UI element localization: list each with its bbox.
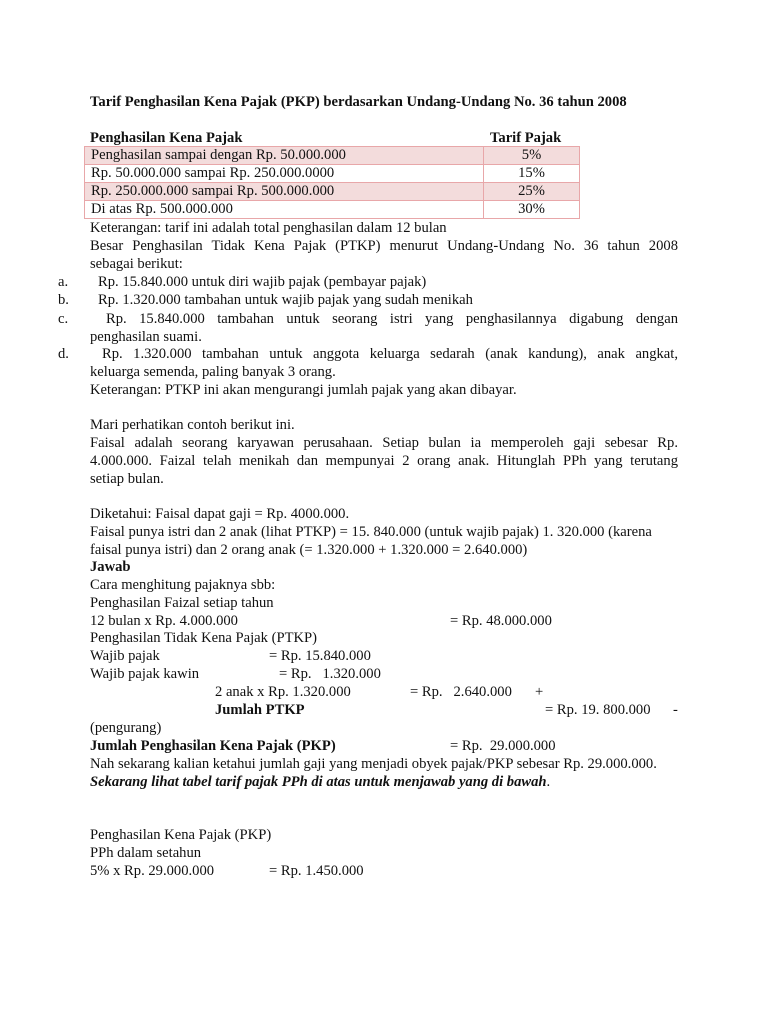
table-cell: 5%	[484, 147, 580, 165]
table-cell: Rp. 250.000.000 sampai Rp. 500.000.000	[85, 183, 484, 201]
calc-12-label: 12 bulan x Rp. 4.000.000	[90, 613, 238, 629]
faisal-line: faisal punya istri) dan 2 orang anak (= 1.320.000 + 1.320.000 = 2.640.000)	[90, 542, 528, 558]
wajib-value: = Rp. 15.840.000	[269, 648, 371, 664]
sekarang-text: Sekarang lihat tabel tarif pajak PPh di atas untuk menjawab yang di bawah	[90, 774, 547, 790]
list-item-continued: keluarga semenda, paling banyak 3 orang.	[90, 364, 336, 380]
table-cell: 15%	[484, 165, 580, 183]
penghasilan-tahun: Penghasilan Faizal setiap tahun	[90, 595, 274, 611]
anak-value: = Rp. 2.640.000	[410, 684, 512, 700]
table-row	[85, 201, 580, 219]
final-label: 5% x Rp. 29.000.000	[90, 863, 215, 879]
list-marker: a.	[58, 274, 69, 290]
list-item: Rp. 15.840.000 tambahan untuk seorang istri yang penghasilannya digabung dengan	[106, 311, 678, 327]
list-item-continued: penghasilan suami.	[90, 329, 202, 345]
tarif-table	[84, 146, 580, 219]
ptkp-intro-line-1: Besar Penghasilan Tidak Kena Pajak (PTKP) menurut Undang-Undang No. 36 tahun 2008	[90, 238, 678, 254]
table-cell: Rp. 50.000.000 sampai Rp. 250.000.0000	[85, 165, 484, 183]
anak-plus: +	[535, 684, 544, 700]
list-item: Rp. 1.320.000 tambahan untuk anggota keluarga sedarah (anak kandung), anak angkat,	[102, 346, 678, 362]
list-marker: d.	[58, 346, 69, 362]
nah-text: Nah sekarang kalian ketahui jumlah gaji yang menjadi obyek pajak/PKP sebesar Rp. 29.000.000.	[90, 756, 657, 772]
sekarang-period: .	[546, 774, 551, 790]
ptkp-intro-line-2: sebagai berikut:	[90, 256, 183, 272]
faisal-line: Faisal punya istri dan 2 anak (lihat PTKP) = 15. 840.000 (untuk wajib pajak) 1. 320.000 (karena	[90, 524, 652, 540]
ptkp-label: Penghasilan Tidak Kena Pajak (PTKP)	[90, 630, 318, 646]
kawin-label: Wajib pajak kawin	[90, 666, 200, 682]
calc-12-value: = Rp. 48.000.000	[450, 613, 552, 629]
list-marker: c.	[58, 311, 69, 327]
note-tarif: Keterangan: tarif ini adalah total penghasilan dalam 12 bulan	[90, 220, 447, 236]
table-row	[85, 183, 580, 201]
example-line: Faisal adalah seorang karyawan perusahaan. Setiap bulan ia memperoleh gaji sebesar Rp.	[90, 435, 678, 451]
page-title: Tarif Penghasilan Kena Pajak (PKP) berdasarkan Undang-Undang No. 36 tahun 2008	[90, 94, 627, 110]
table-row	[85, 147, 580, 165]
jumlah-pkp-label: Jumlah Penghasilan Kena Pajak (PKP)	[90, 738, 336, 754]
example-intro: Mari perhatikan contoh berikut ini.	[90, 417, 295, 433]
list-item: Rp. 15.840.000 untuk diri wajib pajak (pembayar pajak)	[98, 274, 427, 290]
pph-label: PPh dalam setahun	[90, 845, 202, 861]
table-header-pkp: Penghasilan Kena Pajak	[90, 130, 243, 146]
note-ptkp: Keterangan: PTKP ini akan mengurangi jumlah pajak yang akan dibayar.	[90, 382, 517, 398]
jumlah-ptkp-value: = Rp. 19. 800.000	[545, 702, 651, 718]
cara-text: Cara menghitung pajaknya sbb:	[90, 577, 276, 593]
sekarang-line	[90, 773, 550, 791]
jawab-heading: Jawab	[90, 559, 131, 575]
table-cell: 25%	[484, 183, 580, 201]
table-cell: 30%	[484, 201, 580, 219]
pkp-label: Penghasilan Kena Pajak (PKP)	[90, 827, 272, 843]
list-item: Rp. 1.320.000 tambahan untuk wajib pajak yang sudah menikah	[98, 292, 473, 308]
jumlah-pkp-value: = Rp. 29.000.000	[450, 738, 556, 754]
pengurang: (pengurang)	[90, 720, 162, 736]
table-cell: Penghasilan sampai dengan Rp. 50.000.000	[85, 147, 484, 165]
jumlah-ptkp-label: Jumlah PTKP	[215, 702, 305, 718]
anak-label: 2 anak x Rp. 1.320.000	[215, 684, 351, 700]
example-line: 4.000.000. Faizal telah menikah dan mempunyai 2 orang anak. Hitunglah PPh yang terutang	[90, 453, 678, 469]
list-marker: b.	[58, 292, 69, 308]
table-row	[85, 165, 580, 183]
table-cell: Di atas Rp. 500.000.000	[85, 201, 484, 219]
diketahui: Diketahui: Faisal dapat gaji = Rp. 4000.000.	[90, 506, 350, 522]
kawin-value: = Rp. 1.320.000	[279, 666, 381, 682]
final-value: = Rp. 1.450.000	[269, 863, 364, 879]
table-header-tarif: Tarif Pajak	[490, 130, 562, 146]
wajib-label: Wajib pajak	[90, 648, 160, 664]
jumlah-ptkp-minus: -	[673, 702, 678, 718]
example-line: setiap bulan.	[90, 471, 164, 487]
